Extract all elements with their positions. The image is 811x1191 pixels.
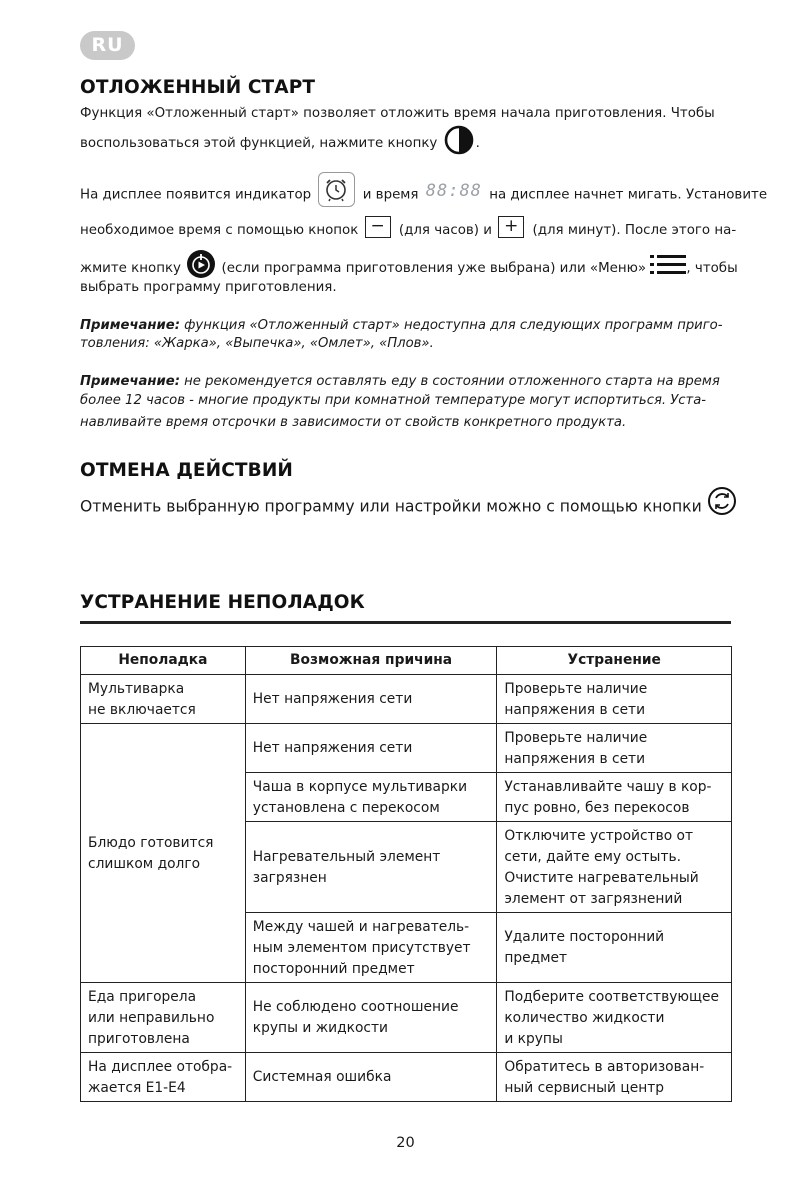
line3-text-c: на дисплее начнет мигать. Установите xyxy=(489,187,768,203)
note-2-text-1: не рекомендуется оставлять еду в состоянии отложенного старта на время xyxy=(179,374,720,389)
table-row xyxy=(81,675,732,724)
fix-cell: Отключите устройство от сети, дайте ему остыть. Очистите нагревательный элемент от загрязнений xyxy=(497,822,732,913)
page-number: 20 xyxy=(396,1135,415,1151)
cause-cell: Не соблюдено соотношение крупы и жидкости xyxy=(245,983,497,1053)
table-header-row xyxy=(81,647,732,675)
fix-cell: Устанавливайте чашу в кор- пус ровно, без перекосов xyxy=(497,773,732,822)
cancel-text-line xyxy=(80,492,737,522)
menu-icon xyxy=(650,254,686,276)
cause-cell: Системная ошибка xyxy=(245,1053,497,1102)
note-2-label: Примечание: xyxy=(80,374,180,389)
note-1-text-1: функция «Отложенный старт» недоступна для следующих программ приго- xyxy=(179,318,723,333)
header-fix: Устранение xyxy=(497,647,732,675)
display-digits: 88:88 xyxy=(425,180,482,201)
line5-text-a: жмите кнопку xyxy=(80,261,181,276)
line5-text-b: (если программа приготовления уже выбрана) или «Меню» xyxy=(221,261,647,276)
line4-text-a: необходимое время с помощью кнопок xyxy=(80,223,359,238)
fix-cell: Проверьте наличие напряжения в сети xyxy=(497,675,732,724)
table-row xyxy=(81,724,732,773)
section-divider xyxy=(80,621,731,624)
fix-cell: Проверьте наличие напряжения в сети xyxy=(497,724,732,773)
delayed-start-para-line-2 xyxy=(80,127,480,159)
line4-text-b: (для часов) и xyxy=(398,223,492,238)
cancel-heading: ОТМЕНА ДЕЙСТВИЙ xyxy=(80,460,293,481)
cause-cell: Нагревательный элемент загрязнен xyxy=(245,822,497,913)
troubleshooting-table xyxy=(80,646,732,1102)
header-cause: Возможная причина xyxy=(245,647,497,675)
problem-cell: Блюдо готовится слишком долго xyxy=(81,724,246,983)
delayed-start-para-line-3 xyxy=(80,177,767,212)
line5-text-c: , чтобы xyxy=(686,261,738,276)
delayed-start-icon xyxy=(442,124,476,156)
cause-cell: Нет напряжения сети xyxy=(245,675,497,724)
fix-cell: Обратитесь в авторизован- ный сервисный центр xyxy=(497,1053,732,1102)
delayed-start-para-line-6: выбрать программу приготовления. xyxy=(80,280,337,295)
table-row xyxy=(81,983,732,1053)
plus-key-icon: + xyxy=(498,216,524,238)
line3-text-b: и время xyxy=(362,187,419,203)
header-problem: Неполадка xyxy=(81,647,246,675)
cause-cell: Чаша в корпусе мультиварки установлена с перекосом xyxy=(245,773,497,822)
alarm-indicator-icon xyxy=(318,172,355,207)
line3-text-a: На дисплее появится индикатор xyxy=(80,187,312,203)
fix-cell: Подберите соответствующее количество жидкости и крупы xyxy=(497,983,732,1053)
cancel-button-icon xyxy=(707,486,737,516)
minus-key-icon: − xyxy=(365,216,391,238)
problem-cell: Еда пригорела или неправильно приготовлена xyxy=(81,983,246,1053)
note-2-line-2: более 12 часов - многие продукты при комнатной температуре могут испортиться. Уста- xyxy=(80,393,707,408)
cause-cell: Между чашей и нагреватель- ным элементом присутствует посторонний предмет xyxy=(245,913,497,983)
cancel-text: Отменить выбранную программу или настройки можно с помощью кнопки xyxy=(80,497,702,516)
delayed-start-para-line-4 xyxy=(80,218,736,244)
line4-text-c: (для минут). После этого на- xyxy=(532,223,737,238)
problem-cell: На дисплее отобра- жается E1-E4 xyxy=(81,1053,246,1102)
problem-cell: Мультиварка не включается xyxy=(81,675,246,724)
table-row xyxy=(81,1053,732,1102)
delayed-start-heading: ОТЛОЖЕННЫЙ СТАРТ xyxy=(80,77,316,98)
language-badge: RU xyxy=(80,31,135,60)
cause-cell: Нет напряжения сети xyxy=(245,724,497,773)
line2-end: . xyxy=(475,136,480,151)
note-2-line-3: навливайте время отсрочки в зависимости от свойств конкретного продукта. xyxy=(80,415,627,430)
fix-cell: Удалите посторонний предмет xyxy=(497,913,732,983)
delayed-start-para-line-1: Функция «Отложенный старт» позволяет отложить время начала приготовления. Чтобы xyxy=(80,106,715,121)
troubleshooting-heading: УСТРАНЕНИЕ НЕПОЛАДОК xyxy=(80,592,365,613)
line2-text: воспользоваться этой функцией, нажмите кнопку xyxy=(80,136,438,151)
note-1-label: Примечание: xyxy=(80,318,180,333)
note-1-line-2: товления: «Жарка», «Выпечка», «Омлет», «Плов». xyxy=(80,336,434,351)
